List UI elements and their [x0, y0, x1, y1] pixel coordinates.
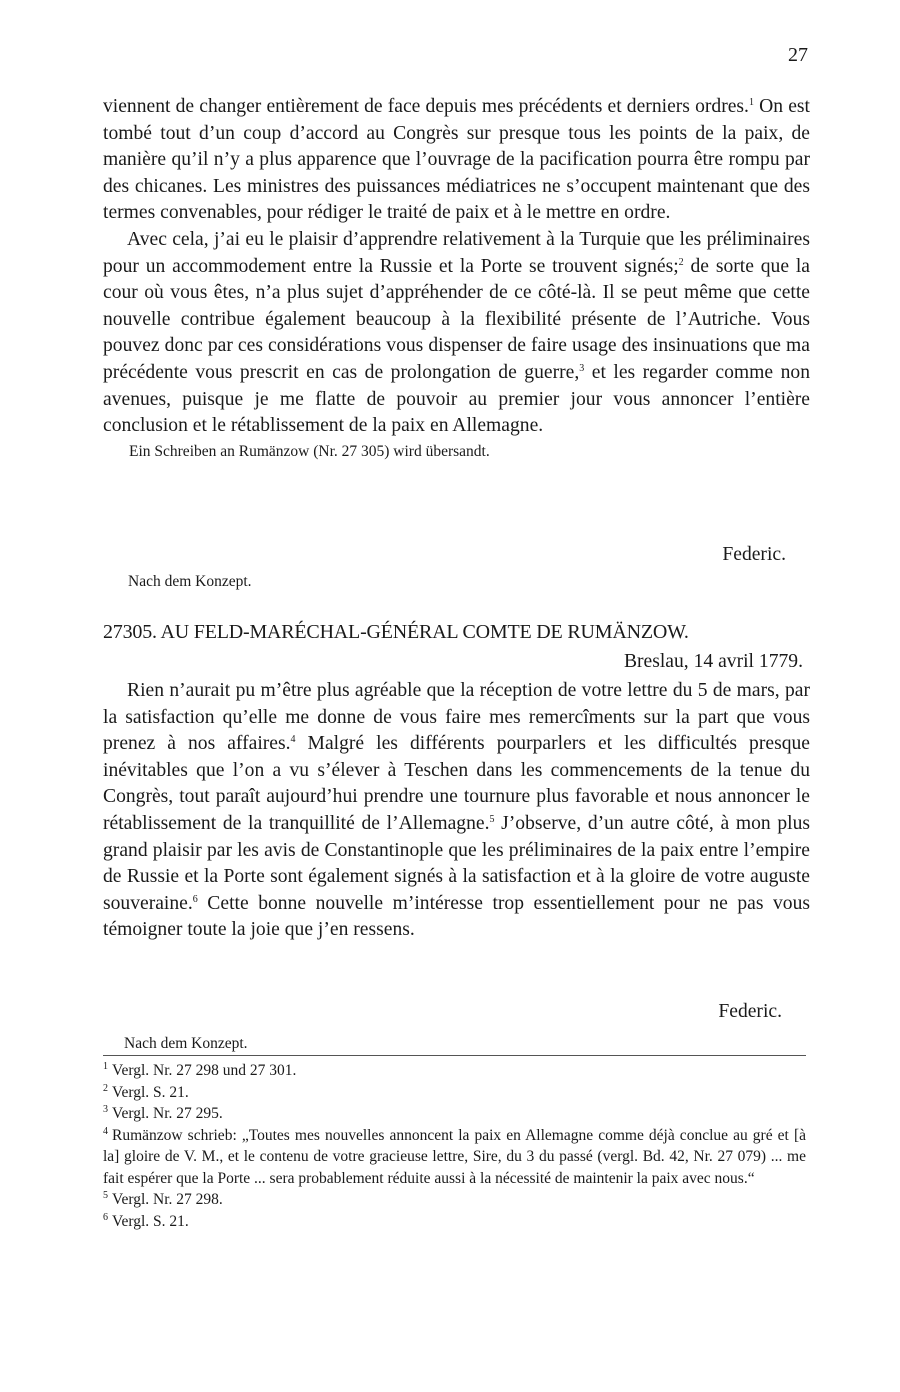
- footnotes: [103, 1060, 806, 1232]
- letter1-source-note: Nach dem Konzept.: [128, 573, 252, 590]
- footnote-ref: 1: [748, 97, 754, 108]
- footnote-number: 3: [103, 1104, 108, 1115]
- footnote-text: Vergl. S. 21.: [112, 1083, 189, 1101]
- text-run: de sorte que la cour où vous êtes, n’a plus sujet d’appréhender de ce côté-là. Il se peut même que cette nouvelle contribue également beaucoup à la flexibilité présente de l’Autriche. Vous pouvez donc par ces considérations vous dispenser de faire usage des insinuations que ma précédente vous prescrit en cas de prolongation de guerre,: [103, 255, 810, 383]
- letter2-dateline: Breslau, 14 avril 1779.: [623, 651, 803, 672]
- page-number: 27: [788, 44, 808, 66]
- letter1-paragraph-1: [103, 94, 810, 227]
- footnote-text: Vergl. S. 21.: [112, 1212, 189, 1230]
- footnote-ref: 3: [579, 362, 585, 374]
- footnote: [103, 1189, 806, 1211]
- footnote-number: 2: [103, 1082, 108, 1094]
- text-run: J’observe, d’un autre côté, à mon plus grand plaisir par les avis de Constantinople que les préliminaires de la paix entre l’empire de Russie et la Porte sont également signés à la satisfaction et à la gloire de votre auguste souveraine.: [103, 812, 810, 914]
- footnote-number: 1: [103, 1061, 108, 1072]
- letter1-body: [103, 94, 810, 462]
- footnote-ref: 5: [489, 813, 495, 825]
- letter2-signature: Federic.: [718, 1001, 782, 1022]
- letter2-heading: 27305. AU FELD-MARÉCHAL-GÉNÉRAL COMTE DE RUMÄNZOW.: [103, 621, 689, 643]
- footnote-number: 4: [103, 1125, 108, 1137]
- footnote: [103, 1082, 806, 1104]
- text-run: Rien n’aurait pu m’être plus agréable que la réception de votre lettre du 5 de mars, par la satisfaction qu’elle me donne de vous faire mes remercîments sur la part que vous prenez à nos affaires.: [103, 680, 810, 755]
- text-run: Cette bonne nouvelle m’intéresse trop essentiellement pour ne pas vous témoigner toute la joie que j’en ressens.: [103, 892, 810, 941]
- footnote-number: 5: [103, 1190, 108, 1201]
- footnote-number: 6: [103, 1211, 108, 1223]
- text-run: On est tombé tout d’un coup d’accord au Congrès sur presque tous les points de la paix, de manière qu’il n’y a plus apparence que l’ouvrage de la pacification pourra être rompu par des chicanes. Les ministres des puissances médiatrices ne s’occupent maintenant que des termes convenables, pour rédiger le traité de paix et à le mettre en ordre.: [103, 96, 810, 224]
- footnote: [103, 1060, 806, 1082]
- footnote-text: Vergl. Nr. 27 298.: [112, 1191, 223, 1208]
- letter2-source-note: Nach dem Konzept.: [124, 1035, 248, 1052]
- footnote-rule: [103, 1055, 806, 1056]
- footnote-text: Vergl. Nr. 27 298 und 27 301.: [112, 1062, 297, 1079]
- footnote-text: Rumänzow schrieb: „Toutes mes nouvelles annoncent la paix en Allemagne comme déjà conclue au gré et [à la] gloire de V. M., et le contenu de votre gracieuse lettre, Sire, du 3 du passé (vergl. Bd. 42, Nr. 27 079) ... me fait espérer que la Porte ... sera probablement réduite aussi à la nécessité de maintenir la paix avec nous.“: [103, 1126, 806, 1187]
- letter1-paragraph-2: [103, 227, 810, 440]
- footnote-ref: 2: [678, 256, 684, 268]
- footnote-ref: 4: [290, 734, 296, 746]
- footnote: [103, 1211, 806, 1233]
- footnote: [103, 1125, 806, 1190]
- letter2-body: [103, 678, 810, 944]
- text-run: et les regarder comme non avenues, puisque je me flatte de pouvoir au premier jour vous annoncer l’entière conclusion et le rétablissement de la paix en Allemagne.: [103, 361, 810, 437]
- text-run: viennent de changer entièrement de face depuis mes précédents et derniers ordres.: [103, 96, 749, 117]
- enclosure-note: Ein Schreiben an Rumänzow (Nr. 27 305) wird übersandt.: [129, 442, 490, 460]
- footnote-ref: 6: [192, 893, 198, 905]
- letter2-paragraph-1: [103, 678, 810, 944]
- letter1-signature: Federic.: [722, 544, 786, 565]
- text-run: Avec cela, j’ai eu le plaisir d’apprendre relativement à la Turquie que les préliminaires pour un accommodement entre la Russie et la Porte se trouvent signés;: [103, 228, 810, 277]
- footnote-text: Vergl. Nr. 27 295.: [112, 1105, 223, 1122]
- text-run: Malgré les différents pourparlers et les difficultés presque inévitables que l’on a vu s’élever à Teschen dans les commencements de la tenue du Congrès, tout paraît aujourd’hui prendre une tournure plus favorable et nous annoncer le rétablissement de la tranquillité de l’Allemagne.: [103, 733, 810, 834]
- footnote: [103, 1103, 806, 1125]
